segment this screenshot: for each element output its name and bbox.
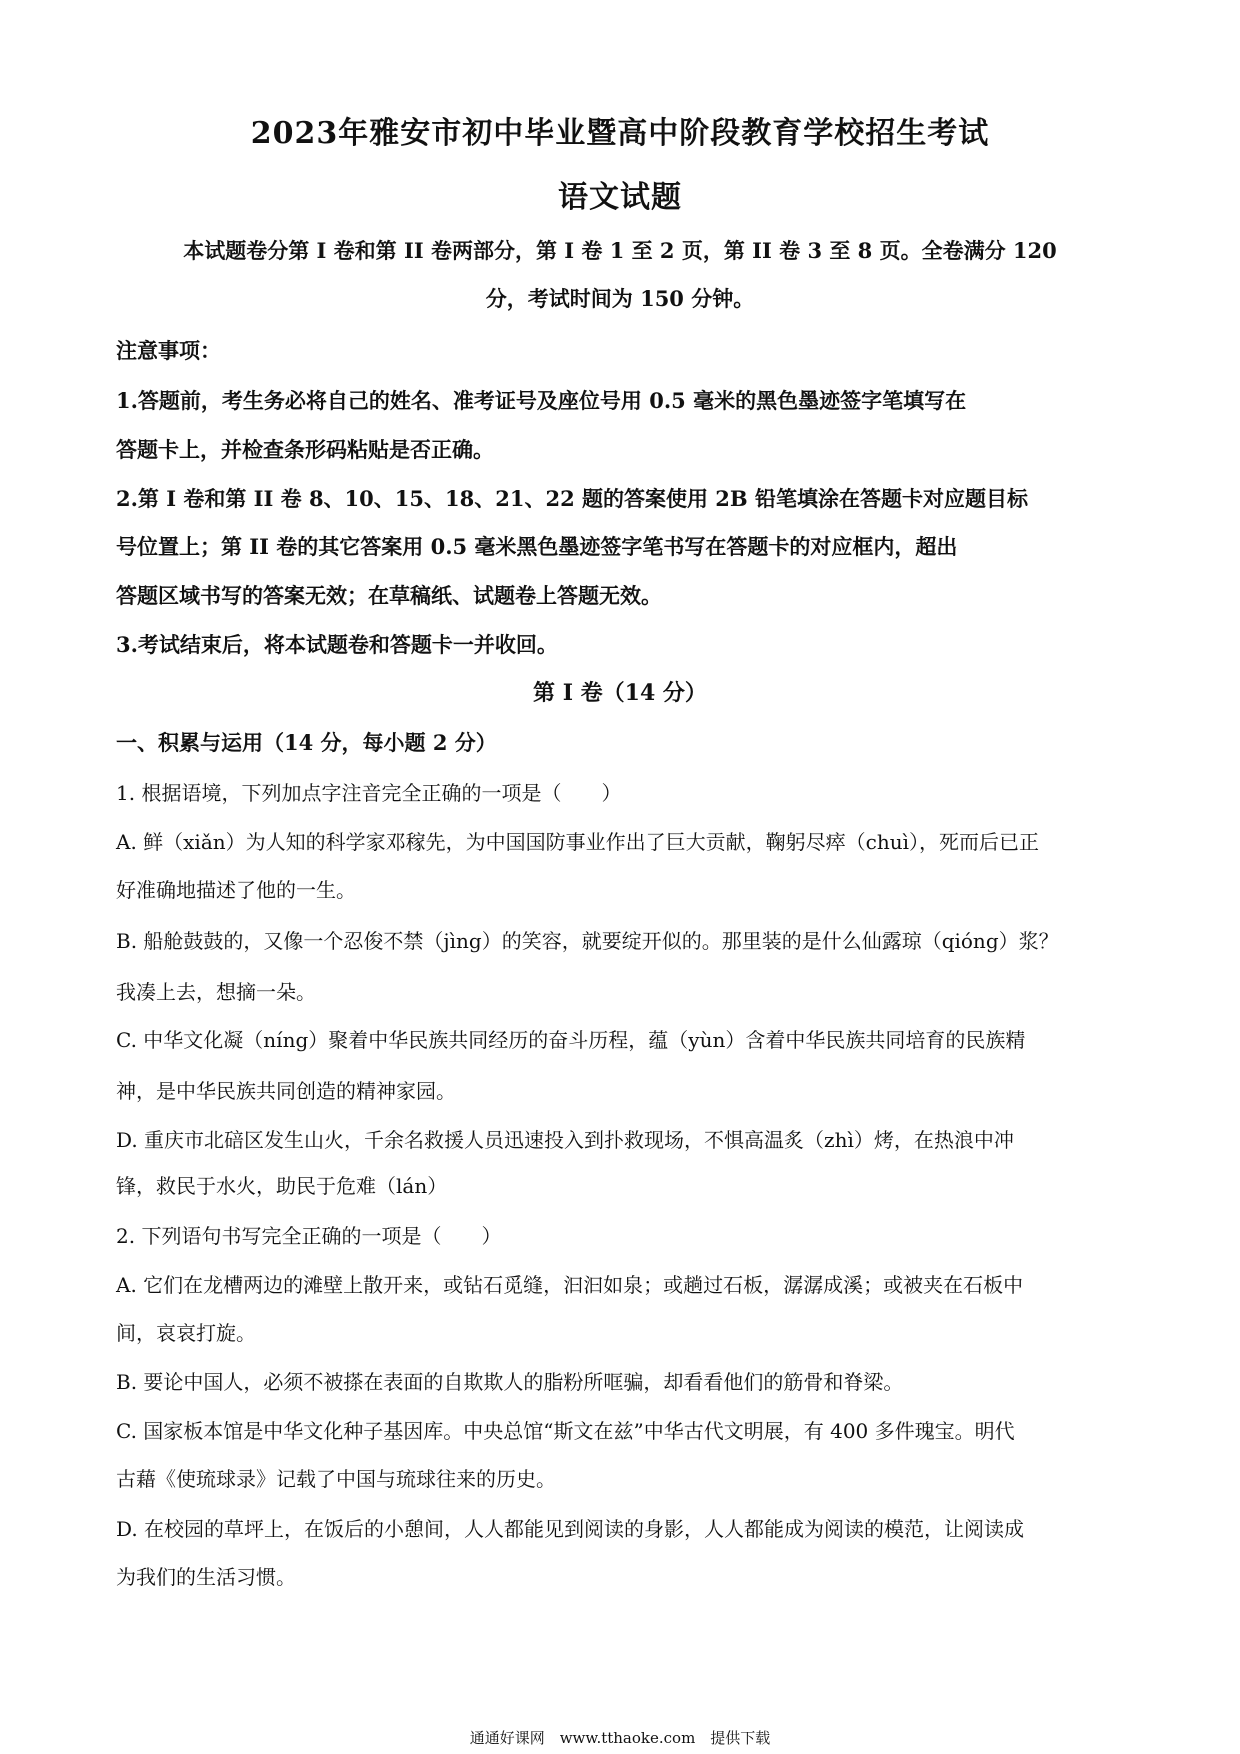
intro-line-2: 分，考试时间为 150 分钟。 — [485, 286, 755, 311]
notice-line: 2.第 I 卷和第 II 卷 8、10、15、18、21、22 题的答案使用 2B 铅笔填涂在答题卡对应题目标 — [116, 486, 1028, 511]
question-2-option-line: 间，哀哀打旋。 — [116, 1321, 256, 1345]
notice-line: 答题卡上，并检查条形码粘贴是否正确。 — [116, 437, 494, 462]
notice-line: 号位置上；第 II 卷的其它答案用 0.5 毫米黑色墨迹签字笔书写在答题卡的对应框内，超出 — [116, 534, 958, 559]
question-1-option-line: A. 鲜（xiǎn）为人知的科学家邓稼先，为中国国防事业作出了巨大贡献，鞠躬尽瘁（chuì），死而后已正 — [116, 830, 1039, 854]
exam-subtitle: 语文试题 — [558, 180, 682, 215]
question-2-option-line: A. 它们在龙槽两边的滩壁上散开来，或钻石觅缝，汩汩如泉；或趟过石板，潺潺成溪；或被夹在石板中 — [116, 1273, 1024, 1297]
question-2-option-line: B. 要论中国人，必须不被搽在表面的自欺欺人的脂粉所哐骗，却看看他们的筋骨和脊梁。 — [116, 1370, 904, 1394]
notice-heading: 注意事项： — [116, 338, 221, 363]
volume-heading: 第 I 卷（14 分） — [533, 680, 707, 706]
question-1-stem: 1. 根据语境，下列加点字注音完全正确的一项是（ ） — [116, 781, 622, 805]
footer-watermark: 通通好课网 www.tthaoke.com 提供下载 — [469, 1729, 771, 1747]
question-1-option-line: 锋，救民于水火，助民于危难（lán） — [116, 1174, 448, 1198]
question-1-option-line: C. 中华文化凝（níng）聚着中华民族共同经历的奋斗历程，蕴（yùn）含着中华民族共同培育的民族精 — [116, 1028, 1026, 1052]
question-1-option-line: D. 重庆市北碚区发生山火，千余名救援人员迅速投入到扑救现场，不惧高温炙（zhì）烤，在热浪中冲 — [116, 1128, 1014, 1152]
question-1-option-line: 神，是中华民族共同创造的精神家园。 — [116, 1079, 456, 1103]
question-2-option-line: 为我们的生活习惯。 — [116, 1565, 296, 1589]
notice-line: 3.考试结束后，将本试题卷和答题卡一并收回。 — [116, 632, 558, 657]
question-1-option-line: 我凑上去，想摘一朵。 — [116, 980, 316, 1004]
question-1-option-line: 好准确地描述了他的一生。 — [116, 878, 356, 902]
question-2-option-line: D. 在校园的草坪上，在饭后的小憩间，人人都能见到阅读的身影，人人都能成为阅读的模范，让阅读成 — [116, 1517, 1025, 1541]
notice-line: 答题区域书写的答案无效；在草稿纸、试题卷上答题无效。 — [116, 583, 662, 608]
part-heading: 一、积累与运用（14 分，每小题 2 分） — [116, 730, 497, 755]
question-1-option-line: B. 船舱鼓鼓的，又像一个忍俊不禁（jìng）的笑容，就要绽开似的。那里装的是什么仙露琼（qióng）浆？ — [116, 929, 1059, 953]
question-2-option-line: C. 国家板本馆是中华文化种子基因库。中央总馆“斯文在兹”中华古代文明展，有 400 多件瑰宝。明代 — [116, 1419, 1015, 1443]
question-2-option-line: 古藉《使琉球录》记载了中国与琉球往来的历史。 — [116, 1467, 556, 1491]
question-2-stem: 2. 下列语句书写完全正确的一项是（ ） — [116, 1224, 502, 1248]
exam-title: 2023年雅安市初中毕业暨高中阶段教育学校招生考试 — [250, 116, 990, 151]
notice-line: 1.答题前，考生务必将自己的姓名、准考证号及座位号用 0.5 毫米的黑色墨迹签字笔填写在 — [116, 388, 967, 413]
intro-line-1: 本试题卷分第 I 卷和第 II 卷两部分，第 I 卷 1 至 2 页，第 II 卷 3 至 8 页。全卷满分 120 — [183, 238, 1057, 263]
